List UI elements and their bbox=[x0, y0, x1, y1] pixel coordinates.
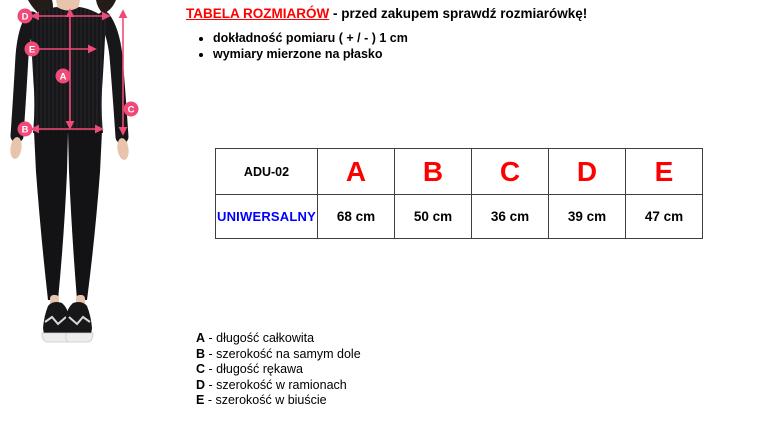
legend-item-b bbox=[196, 347, 361, 363]
legend-separator: - bbox=[205, 331, 217, 345]
measurement-cell-d: 39 cm bbox=[549, 195, 626, 239]
measurement-legend bbox=[196, 331, 361, 409]
legend-desc: długość rękawa bbox=[216, 362, 303, 377]
legend-key: B bbox=[196, 346, 206, 361]
measurement-cell-b: 50 cm bbox=[395, 195, 472, 239]
column-header-e: E bbox=[626, 149, 703, 195]
sneaker-left bbox=[42, 302, 69, 342]
legend-item-e bbox=[196, 393, 361, 409]
legend-item-a bbox=[196, 331, 361, 347]
column-header-c: C bbox=[472, 149, 549, 195]
page-title bbox=[186, 6, 746, 22]
legend-separator: - bbox=[204, 393, 216, 408]
note-item: • wymiary mierzone na płasko bbox=[213, 46, 746, 62]
sneaker-right bbox=[66, 302, 93, 342]
legend-key: A bbox=[196, 331, 206, 345]
measurement-cell-c: 36 cm bbox=[472, 195, 549, 239]
legend-desc: szerokość w biuście bbox=[215, 393, 327, 408]
legend-desc: szerokość na samym dole bbox=[216, 346, 361, 361]
page-title-highlight: TABELA ROZMIARÓW bbox=[186, 6, 330, 21]
header bbox=[186, 6, 746, 62]
model-code-cell: ADU-02 bbox=[216, 149, 318, 195]
measure-label-b: B bbox=[21, 124, 29, 136]
legend-key: E bbox=[196, 393, 205, 408]
size-table-header-row bbox=[216, 149, 703, 195]
column-header-d: D bbox=[549, 149, 626, 195]
legend-separator: - bbox=[205, 362, 217, 377]
legend-desc: długość całkowita bbox=[216, 331, 315, 345]
size-table bbox=[215, 148, 703, 239]
legend-desc: szerokość w ramionach bbox=[216, 377, 347, 392]
size-table-data-row bbox=[216, 195, 703, 239]
note-list bbox=[186, 30, 746, 62]
note-item: • dokładność pomiaru ( + / - ) 1 cm bbox=[213, 30, 746, 46]
column-header-b: B bbox=[395, 149, 472, 195]
legend-separator: - bbox=[205, 346, 217, 361]
legend-key: D bbox=[196, 377, 206, 392]
measure-label-e: E bbox=[28, 44, 36, 56]
page-title-rest: - przed zakupem sprawdź rozmiarówkę! bbox=[329, 6, 588, 21]
size-name-cell: UNIWERSALNY bbox=[216, 195, 318, 239]
measurement-cell-e: 47 cm bbox=[626, 195, 703, 239]
measure-label-c: C bbox=[127, 104, 135, 116]
column-header-a: A bbox=[318, 149, 395, 195]
measurement-cell-a: 68 cm bbox=[318, 195, 395, 239]
legend-item-d bbox=[196, 378, 361, 394]
legend-item-c bbox=[196, 362, 361, 378]
measure-label-d: D bbox=[21, 11, 29, 23]
model-photo bbox=[0, 0, 175, 345]
legend-key: C bbox=[196, 362, 206, 377]
measure-label-a: A bbox=[59, 71, 67, 83]
legend-separator: - bbox=[205, 377, 217, 392]
